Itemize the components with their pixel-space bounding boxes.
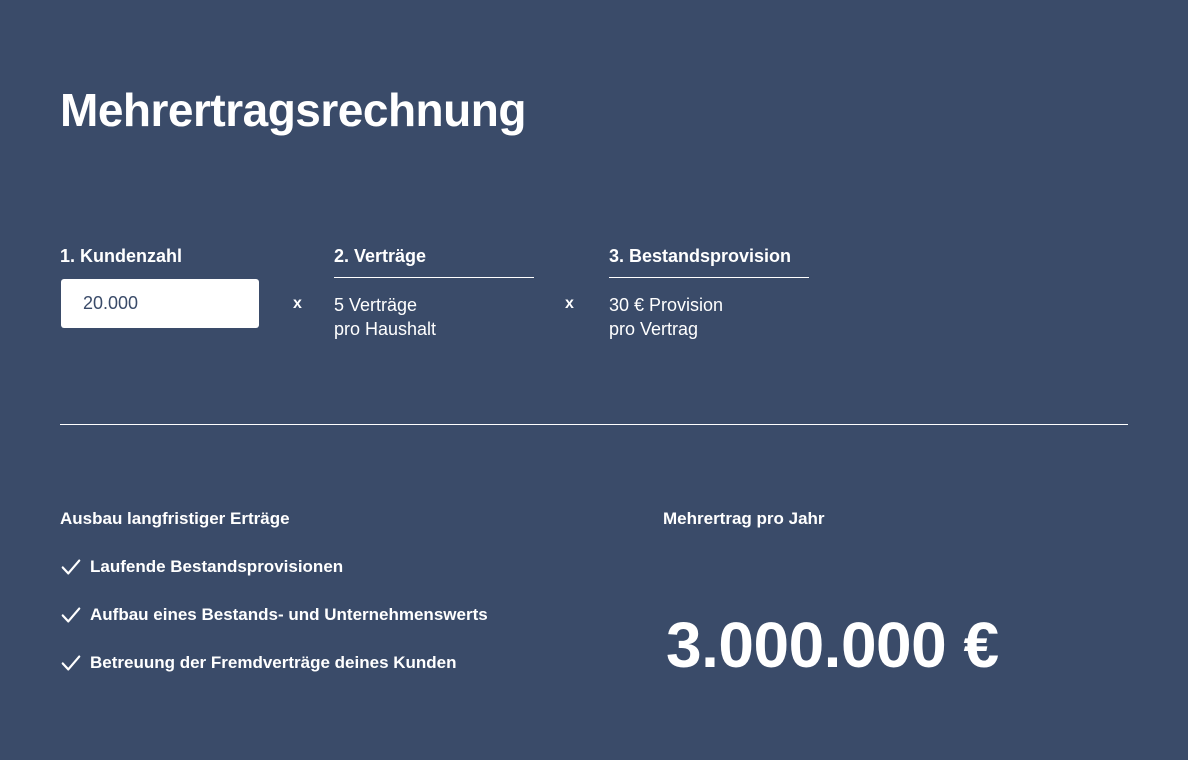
benefits-section (60, 507, 620, 699)
step-underline (609, 277, 809, 278)
customer-count-input[interactable] (61, 279, 259, 328)
benefit-item (60, 651, 620, 675)
step-description-line: 5 Verträge (334, 295, 418, 315)
multiply-operator: x (293, 295, 302, 312)
benefit-text: Betreuung der Fremdverträge deines Kunden (90, 653, 457, 672)
step-contracts (334, 244, 534, 339)
result-label: Mehrertrag pro Jahr (663, 509, 825, 528)
benefit-text: Laufende Bestandsprovisionen (90, 557, 344, 576)
result-value: 3.000.000 € (666, 609, 999, 681)
step-description-line: pro Haushalt (334, 319, 437, 339)
benefit-item (60, 603, 620, 627)
step-description-line: 30 € Provision (609, 295, 724, 315)
calculator-page (60, 0, 1128, 760)
benefit-text: Aufbau eines Bestands- und Unternehmenswerts (90, 605, 488, 624)
step-label: 2. Verträge (334, 246, 427, 266)
step-label: 3. Bestandsprovision (609, 246, 792, 266)
section-divider (60, 424, 1128, 425)
page-title: Mehrertragsrechnung (60, 84, 526, 136)
check-icon (60, 604, 82, 626)
benefit-item (60, 555, 620, 579)
step-customer-count (60, 244, 260, 268)
result-section (663, 507, 1128, 681)
step-commission (609, 244, 809, 339)
check-icon (60, 652, 82, 674)
step-description (609, 293, 723, 341)
check-icon (60, 556, 82, 578)
step-description-line: pro Vertrag (609, 319, 699, 339)
benefits-title: Ausbau langfristiger Erträge (60, 509, 290, 528)
step-underline (334, 277, 534, 278)
step-description (334, 293, 436, 341)
step-label: 1. Kundenzahl (60, 246, 183, 266)
multiply-operator: x (565, 295, 574, 312)
